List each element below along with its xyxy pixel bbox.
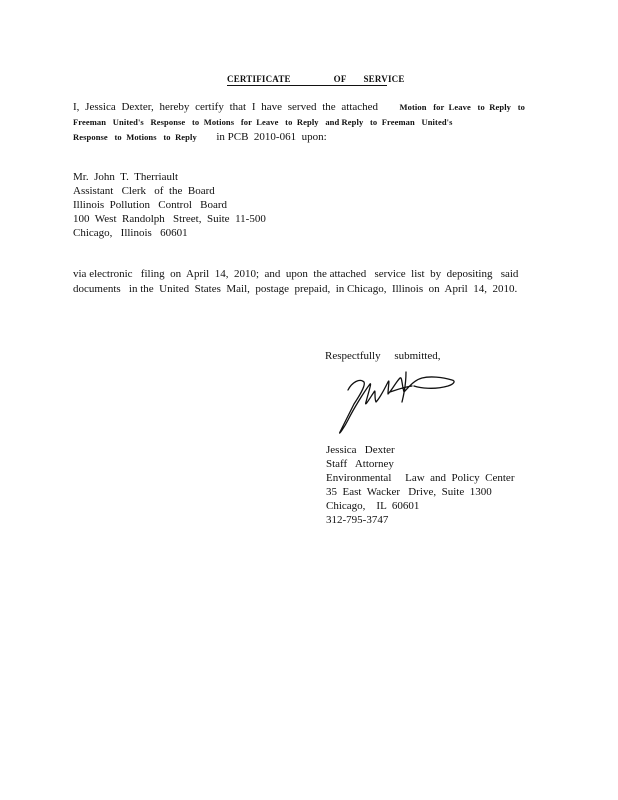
certification-line-3 xyxy=(73,130,525,145)
sender-title: Staff Attorney xyxy=(326,458,394,470)
document-title xyxy=(227,74,405,86)
case-reference: in PCB 2010-061 upon: xyxy=(216,131,327,143)
title-word-of: OF xyxy=(333,74,347,84)
closing-text: Respectfully submitted, xyxy=(325,350,441,362)
recipient-address xyxy=(73,170,266,240)
sender-phone: 312-795-3747 xyxy=(326,514,389,526)
service-method-line-1: via electronic filing on April 14, 2010; and upon the attached service list by depositing said xyxy=(73,268,519,280)
document-title-part-2: Freeman United's Response to Motions for Leave to Reply and Reply to Freeman United's xyxy=(73,117,453,127)
sender-street: 35 East Wacker Drive, Suite 1300 xyxy=(326,486,492,498)
sender-name: Jessica Dexter xyxy=(326,444,395,456)
document-title-part-1: Motion for Leave to Reply to xyxy=(399,102,525,112)
sender-city: Chicago, IL 60601 xyxy=(326,500,420,512)
recipient-organization: Illinois Pollution Control Board xyxy=(73,199,228,211)
sender-organization: Environmental Law and Policy Center xyxy=(326,472,515,484)
handwritten-signature xyxy=(330,368,460,436)
title-word-certificate: CERTIFICATE xyxy=(227,74,291,84)
service-method-line-2: documents in the United States Mail, postage prepaid, in Chicago, Illinois on April 14, 2010. xyxy=(73,283,518,295)
recipient-city: Chicago, Illinois 60601 xyxy=(73,227,188,239)
certification-line-1 xyxy=(73,100,525,115)
certification-line-2 xyxy=(73,115,525,130)
recipient-name: Mr. John T. Therriault xyxy=(73,171,179,183)
document-title-part-3: Response to Motions to Reply xyxy=(73,132,197,142)
sender-signature-block xyxy=(326,443,514,527)
certification-statement-start: I, Jessica Dexter, hereby certify that I have served the attached xyxy=(73,101,379,113)
certification-paragraph xyxy=(73,100,525,145)
recipient-street: 100 West Randolph Street, Suite 11-500 xyxy=(73,213,266,225)
recipient-title: Assistant Clerk of the Board xyxy=(73,185,215,197)
title-word-service: SERVICE xyxy=(363,74,405,84)
service-method-paragraph xyxy=(73,267,519,297)
